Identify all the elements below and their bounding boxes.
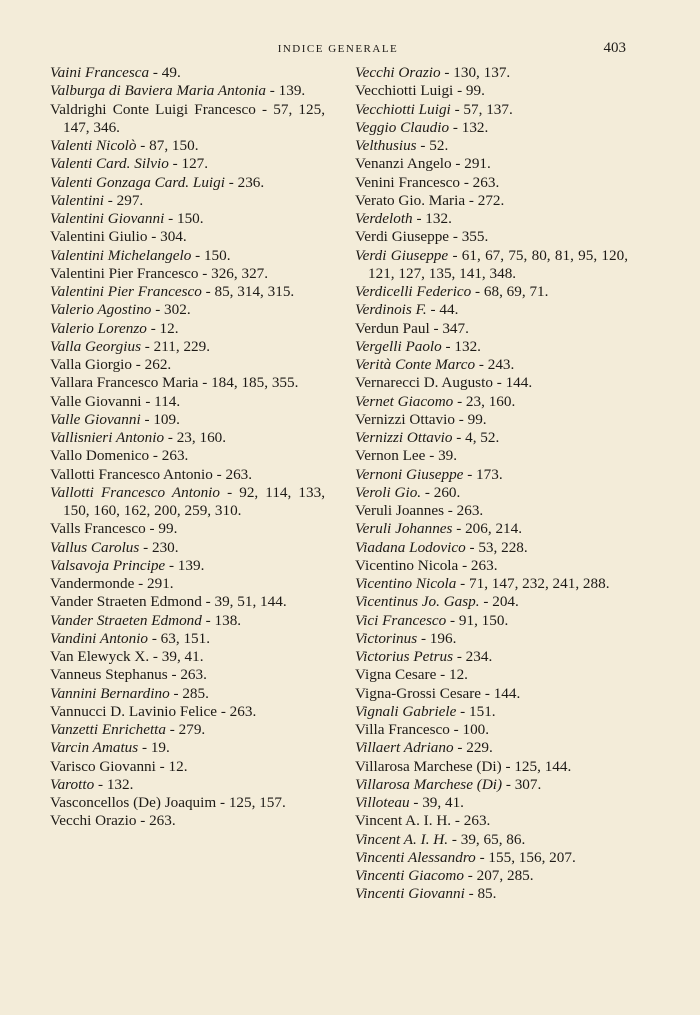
entry-name: Vecchiotti Luigi (355, 100, 451, 118)
index-entry (355, 630, 628, 648)
index-entry (50, 101, 325, 138)
entry-page-refs: - 99. (453, 82, 485, 100)
entry-page-refs: - 61, 67, 75, 80, 81, 95, 120, 121, 127, 135, 141, 348. (368, 246, 629, 282)
index-entry (355, 338, 628, 356)
index-entry (50, 575, 325, 593)
entry-page-refs: - 204. (479, 593, 519, 611)
entry-name: Valla Giorgio (50, 356, 132, 373)
index-entry (355, 794, 628, 812)
index-entry (355, 502, 628, 520)
index-entry (355, 612, 628, 630)
entry-page-refs: - 304. (147, 228, 187, 246)
running-title: INDICE GENERALE (277, 43, 399, 55)
entry-page-refs: - 109. (140, 410, 180, 428)
index-entry (355, 247, 628, 284)
entry-page-refs: - 263. (149, 447, 189, 465)
entry-name: Vicentino Nicola (355, 575, 457, 592)
entry-name: Veggio Claudio (355, 118, 450, 136)
index-entry (50, 393, 325, 411)
index-entry (355, 301, 628, 319)
index-entry (355, 137, 628, 155)
entry-name: Valentini Pier Francesco (50, 264, 199, 282)
index-entry (50, 739, 325, 757)
index-entry (355, 101, 628, 119)
entry-page-refs: - 144. (481, 684, 521, 702)
index-entry (50, 137, 325, 155)
entry-page-refs: - 347. (429, 319, 469, 337)
entry-page-refs: - 207, 285. (463, 867, 534, 884)
entry-page-refs: - 234. (453, 648, 493, 665)
entry-name: Vernet Giacomo (355, 392, 454, 410)
index-entry (355, 593, 628, 611)
entry-name: Vanzetti Enrichetta (50, 721, 166, 738)
entry-page-refs: - 71, 147, 232, 241, 288. (456, 575, 610, 592)
index-column-right (355, 64, 628, 904)
index-entry (355, 283, 628, 301)
index-entry (50, 557, 325, 575)
index-entry (355, 557, 628, 575)
entry-page-refs: - 57, 137. (450, 100, 513, 118)
index-entry (50, 210, 325, 228)
entry-name: Vincenti Giacomo (355, 867, 464, 884)
entry-page-refs: - 19. (138, 739, 170, 757)
index-entry (355, 320, 628, 338)
index-entry (355, 666, 628, 684)
entry-name: Verdicelli Federico (355, 283, 472, 300)
entry-name: Vaini Francesca (50, 64, 150, 81)
entry-name: Valenti Card. Silvio (50, 155, 169, 173)
entry-name: Vicentinus Jo. Gasp. (355, 593, 480, 611)
entry-page-refs: - 12. (436, 666, 468, 684)
entry-page-refs: - 63, 151. (148, 629, 211, 647)
entry-name: Valentini (50, 191, 104, 209)
entry-name: Verdun Paul (355, 319, 430, 337)
entry-name: Vallo Domenico (50, 447, 150, 465)
entry-name: Vergelli Paolo (355, 337, 442, 355)
entry-page-refs: - 127. (168, 155, 209, 173)
index-entry (355, 885, 628, 903)
index-entry (50, 794, 325, 812)
entry-name: Valdrighi Conte Luigi Francesco (50, 100, 256, 118)
entry-page-refs: - 39, 41. (149, 648, 204, 665)
entry-name: Valenti Gonzaga Card. Luigi (50, 173, 225, 191)
index-entry (355, 192, 628, 210)
entry-page-refs: - 196. (417, 629, 457, 647)
entry-page-refs: - 155, 156, 207. (475, 848, 576, 866)
entry-page-refs: - 12. (155, 757, 188, 775)
index-entry (355, 411, 628, 429)
entry-page-refs: - 279. (166, 721, 206, 738)
index-entry (50, 612, 325, 630)
index-entry (355, 685, 628, 703)
entry-name: Viadana Lodovico (355, 538, 466, 556)
entry-page-refs: - 91, 150. (446, 611, 509, 629)
index-entry (355, 776, 628, 794)
entry-name: Vasconcellos (De) Joaquim (50, 794, 217, 811)
entry-page-refs: - 85. (464, 885, 497, 903)
entry-name: Vernon Lee (355, 447, 426, 465)
entry-name: Victorius Petrus (355, 648, 454, 665)
entry-name: Verdi Giuseppe (355, 228, 450, 246)
entry-page-refs: - 263. (458, 556, 498, 574)
entry-page-refs: - 99. (454, 410, 487, 428)
index-entry (50, 338, 325, 356)
index-entry (355, 758, 628, 776)
index-entry (50, 812, 325, 830)
entry-page-refs: - 263. (212, 465, 253, 483)
entry-page-refs: - 262. (131, 356, 172, 373)
entry-name: Velthusius (355, 137, 417, 154)
entry-name: Varotto (50, 775, 95, 793)
index-entry (50, 593, 325, 611)
entry-page-refs: - 132. (412, 210, 452, 227)
entry-page-refs: - 139. (266, 82, 306, 100)
entry-name: Veroli Gio. (355, 483, 422, 501)
entry-name: Verdi Giuseppe (355, 246, 449, 264)
entry-name: Vallara Francesco Maria (50, 374, 199, 392)
entry-page-refs: - 263. (136, 812, 176, 830)
index-entry (50, 356, 325, 374)
index-entry (50, 520, 325, 538)
entry-name: Venanzi Angelo (355, 155, 452, 173)
entry-name: Vecchiotti Luigi (355, 82, 454, 100)
entry-page-refs: - 23, 160. (164, 429, 227, 446)
entry-page-refs: - 44. (426, 301, 459, 319)
index-entry (50, 247, 325, 265)
entry-name: Vanneus Stephanus (50, 666, 168, 684)
index-entry (355, 82, 628, 100)
entry-page-refs: - 307. (502, 775, 542, 793)
entry-name: Vici Francesco (355, 611, 447, 629)
entry-page-refs: - 39, 65, 86. (448, 830, 526, 848)
entry-page-refs: - 132. (449, 118, 489, 136)
index-entry (50, 174, 325, 192)
entry-name: Vander Straeten Edmond (50, 593, 202, 611)
index-entry (355, 119, 628, 137)
entry-name: Veruli Johannes (355, 520, 453, 538)
entry-name: Verità Conte Marco (355, 356, 476, 373)
index-entry (50, 685, 325, 703)
index-entry (50, 411, 325, 429)
entry-page-refs: - 263. (167, 666, 207, 684)
index-entry (355, 64, 628, 82)
entry-page-refs: - 92, 114, 133, 150, 160, 162, 200, 259, 310. (63, 483, 325, 519)
index-entry (355, 447, 628, 465)
index-entry (355, 703, 628, 721)
entry-name: Vallisnieri Antonio (50, 429, 165, 446)
entry-name: Varisco Giovanni (50, 757, 156, 775)
index-entry (355, 739, 628, 757)
index-entry (50, 192, 325, 210)
entry-page-refs: - 12. (146, 319, 179, 337)
index-entry (50, 228, 325, 246)
index-column-left (50, 64, 325, 831)
entry-name: Verdinois F. (355, 301, 427, 319)
entry-name: Vernizzi Ottavio (355, 429, 453, 446)
index-entry (50, 429, 325, 447)
entry-name: Vecchi Orazio (355, 64, 441, 81)
index-entry (355, 466, 628, 484)
entry-name: Victorinus (355, 629, 418, 647)
entry-name: Vincenti Alessandro (355, 848, 476, 866)
index-entry (50, 283, 325, 301)
entry-page-refs: - 230. (139, 538, 179, 556)
entry-page-refs: - 87, 150. (136, 137, 199, 154)
index-entry (355, 393, 628, 411)
entry-page-refs: - 99. (145, 520, 178, 538)
index-entry (355, 228, 628, 246)
index-entry (50, 484, 325, 521)
entry-name: Veruli Joannes (355, 502, 444, 519)
entry-name: Vallotti Francesco Antonio (50, 483, 220, 501)
entry-name: Valsavoja Principe (50, 556, 166, 574)
entry-name: Villaert Adriano (355, 739, 454, 757)
entry-name: Villoteau (355, 794, 410, 811)
entry-name: Verdeloth (355, 210, 413, 227)
entry-page-refs: - 211, 229. (140, 337, 211, 355)
entry-name: Valentini Giulio (50, 228, 148, 246)
entry-page-refs: - 263. (460, 173, 500, 191)
index-entry (50, 721, 325, 739)
entry-name: Vernarecci D. Augusto (355, 374, 493, 392)
page-header (50, 40, 626, 62)
entry-page-refs: - 206, 214. (452, 520, 523, 538)
entry-name: Vigna Cesare (355, 666, 437, 684)
entry-name: Vander Straeten Edmond (50, 611, 202, 629)
entry-name: Valle Giovanni (50, 392, 142, 410)
index-entry (50, 666, 325, 684)
index-entry (50, 648, 325, 666)
entry-name: Valls Francesco (50, 520, 146, 538)
entry-name: Vincent A. I. H. (355, 812, 452, 830)
entry-name: Vandini Antonio (50, 629, 149, 647)
entry-page-refs: - 260. (421, 483, 461, 501)
entry-page-refs: - 285. (169, 684, 209, 702)
entry-page-refs: - 132. (94, 775, 134, 793)
entry-name: Verato Gio. Maria (355, 191, 466, 209)
entry-page-refs: - 23, 160. (453, 392, 516, 410)
entry-name: Vicentino Nicola (355, 556, 459, 574)
entry-page-refs: - 39, 41. (409, 794, 464, 811)
entry-name: Vernizzi Ottavio (355, 410, 455, 428)
entry-page-refs: - 4, 52. (452, 429, 500, 446)
index-entry (50, 320, 325, 338)
index-entry (50, 155, 325, 173)
entry-name: Valburga di Baviera Maria Antonia (50, 82, 266, 100)
index-entry (355, 849, 628, 867)
index-entry (355, 155, 628, 173)
entry-name: Valentini Pier Francesco (50, 283, 202, 300)
entry-name: Vecchi Orazio (50, 812, 137, 830)
index-entry (50, 64, 325, 82)
index-entry (50, 301, 325, 319)
entry-name: Villa Francesco (355, 721, 450, 738)
entry-name: Vallus Carolus (50, 538, 140, 556)
entry-page-refs: - 150. (191, 246, 231, 264)
index-entry (50, 758, 325, 776)
entry-page-refs: - 291. (134, 575, 174, 592)
entry-page-refs: - 236. (224, 173, 265, 191)
entry-page-refs: - 52. (416, 137, 449, 154)
index-entry (50, 776, 325, 794)
entry-name: Vandermonde (50, 575, 135, 592)
entry-name: Vincenti Giovanni (355, 885, 465, 903)
entry-page-refs: - 85, 314, 315. (201, 283, 295, 300)
entry-page-refs: - 68, 69, 71. (471, 283, 549, 300)
index-entry (50, 265, 325, 283)
entry-name: Villarosa Marchese (Di) (355, 775, 503, 793)
entry-page-refs: - 49. (149, 64, 181, 81)
index-entry (355, 174, 628, 192)
index-entry (355, 429, 628, 447)
entry-page-refs: - 139. (165, 556, 205, 574)
index-entry (355, 831, 628, 849)
entry-name: Valle Giovanni (50, 410, 141, 428)
entry-name: Varcin Amatus (50, 739, 139, 757)
entry-name: Valentini Michelangelo (50, 246, 192, 264)
index-entry (50, 447, 325, 465)
entry-page-refs: - 302. (151, 301, 191, 319)
entry-page-refs: - 229. (453, 739, 493, 757)
entry-page-refs: - 125, 144. (501, 757, 572, 775)
entry-page-refs: - 39. (425, 447, 458, 465)
index-entry (355, 648, 628, 666)
entry-page-refs: - 184, 185, 355. (198, 374, 299, 392)
index-entry (50, 630, 325, 648)
index-entry (355, 575, 628, 593)
entry-name: Vernoni Giuseppe (355, 465, 464, 483)
page-number: 403 (603, 40, 626, 56)
entry-page-refs: - 39, 51, 144. (201, 593, 287, 611)
entry-name: Venini Francesco (355, 173, 461, 191)
index-entry (355, 356, 628, 374)
index-entry (50, 466, 325, 484)
index-entry (355, 721, 628, 739)
entry-page-refs: - 263. (451, 812, 491, 830)
index-entry (355, 484, 628, 502)
index-entry (355, 867, 628, 885)
entry-name: Valerio Agostino (50, 301, 152, 319)
entry-name: Valenti Nicolò (50, 137, 137, 154)
index-entry (355, 539, 628, 557)
entry-page-refs: - 150. (164, 210, 204, 227)
entry-page-refs: - 114. (141, 392, 181, 410)
entry-page-refs: - 138. (201, 611, 242, 629)
entry-page-refs: - 297. (104, 191, 144, 209)
entry-name: Villarosa Marchese (Di) (355, 757, 502, 775)
entry-name: Valla Georgius (50, 337, 141, 355)
entry-name: Valerio Lorenzo (50, 319, 147, 337)
entry-name: Vallotti Francesco Antonio (50, 465, 213, 483)
entry-page-refs: - 355. (449, 228, 489, 246)
entry-page-refs: - 100. (449, 721, 490, 738)
index-entry (50, 539, 325, 557)
entry-page-refs: - 272. (465, 191, 505, 209)
index-entry (50, 82, 325, 100)
entry-page-refs: - 130, 137. (440, 64, 511, 81)
index-entry (355, 210, 628, 228)
index-entry (50, 374, 325, 392)
entry-page-refs: - 132. (441, 337, 481, 355)
entry-name: Vannini Bernardino (50, 684, 170, 702)
entry-name: Vigna-Grossi Cesare (355, 684, 482, 702)
entry-name: Vincent A. I. H. (355, 830, 449, 848)
index-entry (50, 703, 325, 721)
index-entry (355, 812, 628, 830)
entry-page-refs: - 53, 228. (465, 538, 528, 556)
entry-name: Vignali Gabriele (355, 702, 457, 720)
entry-page-refs: - 326, 327. (198, 264, 269, 282)
entry-name: Vannucci D. Lavinio Felice (50, 702, 218, 720)
entry-page-refs: - 291. (451, 155, 491, 173)
entry-page-refs: - 243. (475, 356, 515, 373)
entry-page-refs: - 263. (444, 502, 484, 519)
entry-name: Valentini Giovanni (50, 210, 165, 227)
entry-page-refs: - 151. (456, 702, 496, 720)
entry-page-refs: - 173. (463, 465, 503, 483)
entry-page-refs: - 57, 125, 147, 346. (63, 100, 325, 136)
entry-page-refs: - 144. (492, 374, 533, 392)
entry-name: Van Elewyck X. (50, 648, 150, 665)
entry-page-refs: - 125, 157. (216, 794, 286, 811)
index-entry (355, 520, 628, 538)
entry-page-refs: - 263. (217, 702, 257, 720)
index-entry (355, 374, 628, 392)
